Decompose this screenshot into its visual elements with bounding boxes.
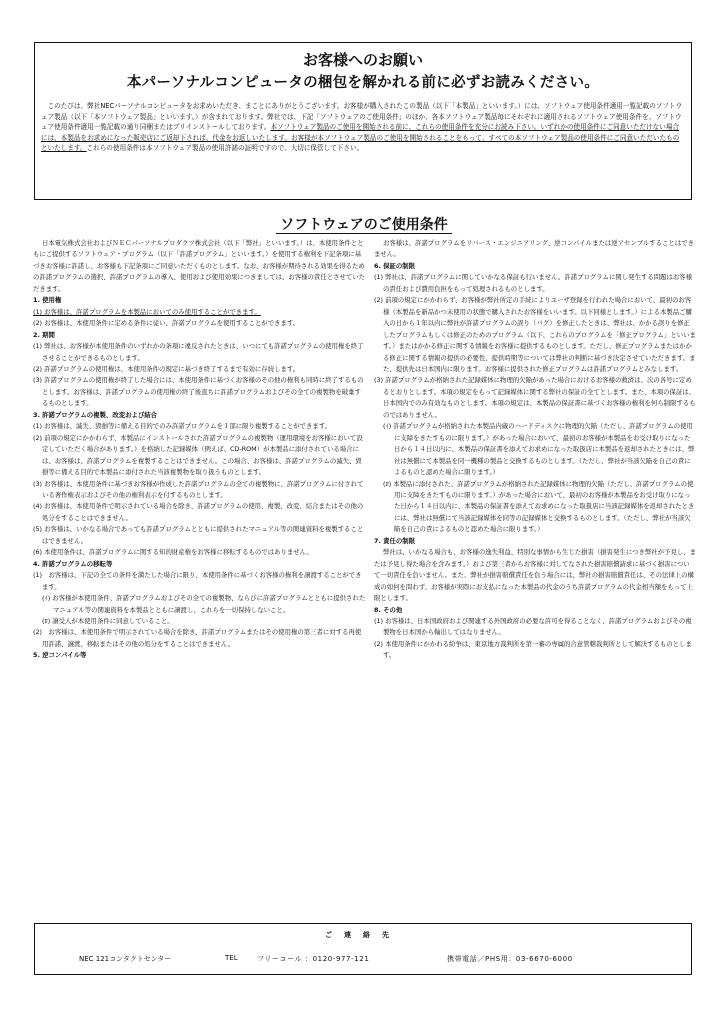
clause-paragraph: (ﾛ) 譲受人が本使用条件に同意していること。	[42, 616, 174, 625]
clause-heading: 1. 使用権	[33, 296, 62, 305]
terms-right-column	[374, 238, 696, 662]
contact-title: ご連絡先	[325, 931, 401, 939]
contact-freecall: フリーコール ：0120-977-121	[257, 955, 370, 963]
clause-paragraph: (ｲ) 許諾プログラムが格納された本製品内蔵のハードディスクに物理的欠陥（ただし、許諾プログラムの使用に支障をきたすものに限ります。）があった場合において、最初のお客様が本製品をお受け取りになった日から１４日以内に、本製品の保証書を添えてお求めになった取扱店に本製品を返却されたときには、弊社は無償にて本製品を同一機種の製品と交換するものとします。（ただし、弊社が当該欠陥を自己の責によるものと認めた場合に限ります。）	[383, 422, 695, 477]
clause-paragraph: (2) お客様は、本使用条件に定める条件に従い、許諾プログラムを使用することができます。	[33, 319, 300, 328]
clause-heading: 3. 許諾プログラムの複製、改変および結合	[33, 410, 158, 419]
terms-section-title	[0, 214, 728, 234]
clause-paragraph: (2) 許諾プログラムの使用権は、本使用条件の規定に基づき終了するまで有効に存続します。	[33, 364, 300, 373]
clause-paragraph: (2) 本使用条件にかかわる紛争は、東京地方裁判所を第一審の専属的合意管轄裁判所として解決するものとします。	[374, 639, 692, 660]
contact-box	[34, 923, 692, 975]
notice-body	[41, 101, 685, 154]
contact-center-name: NEC 121コンタクトセンター	[79, 955, 172, 963]
clause-paragraph: (5) お客様は、いかなる場合であっても許諾プログラムとともに提供されたマニュアル等の関連資料を複製することはできません。	[33, 525, 364, 545]
clause-underlined-text: (1) お客様は、許諾プログラムを本製品においてのみ使用することができます。	[33, 307, 261, 316]
clause-paragraph: (4) お客様は、本使用条件で明示されている場合を除き、許諾プログラムの使用、複製、改変、結合またはその他の処分をすることはできません。	[33, 502, 364, 522]
notice-body-underlined-2: お客様が本ソフトウェア製品のご使用を開始されることをもって、すべての本ソフトウェア製品の使用条件にご同意いただいたものといたします。	[41, 133, 680, 153]
clause-paragraph: (1) お客様は、下記の全ての条件を満たした場合に限り、本使用条件に基づくお客様の権利を譲渡することができます。	[33, 571, 362, 591]
clause-paragraph: (1) 弊社は、許諾プログラムに関していかなる保証も行いません。許諾プログラムに関し発生する問題はお客様の責任および費用負担をもって処理されるものとします。	[374, 273, 693, 293]
contact-mobile: 携帯電話／PHS用：03-6670-6000	[447, 955, 573, 963]
clause-paragraph: (6) 本使用条件は、許諾プログラムに関する知的財産権をお客様に移転するものではありません。	[33, 548, 313, 557]
clause-heading: 4. 許諾プログラムの移転等	[33, 559, 113, 568]
clause-heading: 2. 期間	[33, 330, 55, 339]
clause-paragraph: (ﾛ) 本製品に添付された、許諾プログラムが格納された記録媒体に物理的欠陥（ただし、許諾プログラムの使用に支障をきたすものに限ります。）があった場合において、最初のお客様が本製品をお受け取りになった日から１４日以内に、本製品の保証書を添えてお求めになった取扱店に当該記録媒体を返却されたときには、弊社は無償にて当該記録媒体を同等の記録媒体と交換するものとします。（ただし、弊社が当該欠陥を自己の責によるものと認めた場合に限ります。）	[383, 479, 695, 534]
notice-subtitle: 本パーソナルコンピュータの梱包を解かれる前に必ずお読みください。	[126, 75, 600, 91]
notice-body-tail: これらの使用条件は本ソフトウェア製品の使用許諾の証明ですので、大切に保管して下さい。	[86, 144, 364, 153]
clause-paragraph: (3) お客様は、本使用条件に基づきお客様が作成した許諾プログラムの全ての複製物に、許諾プログラムに付されている著作権表示およびその他の権利表示を付するものとします。	[33, 479, 364, 499]
clause-paragraph: (1) お客様は、日本国政府および関連する外国政府の必要な許可を得ることなく、許諾プログラムおよびその複製物を日本国から輸出してはなりません。	[374, 616, 692, 637]
terms-title-text: ソフトウェアのご使用条件	[276, 217, 451, 234]
clause-paragraph: (2) 前項の規定にかかわらず、本製品にインストールされた許諾プログラムの複製物（運用環境をお客様において設定していただく場合があります。）を格納した記録媒体（例えば、CD-ROM）が本製品に添付されている場合には、お客様は、許諾プログラムを複製することはできません。この場合、お客様は、許諾プログラムの滅失、毀損等に備える目的で本製品に添付された当該複製物を取り扱うものとします。	[33, 433, 363, 477]
clause-paragraph: (3) 許諾プログラムの使用権が終了した場合には、本使用条件に基づくお客様のその他の権利も同時に終了するものとします。お客様は、許諾プログラムの使用権の終了後直ちに許諾プログラムおよびその全ての複製物を破棄するものとします。	[33, 376, 364, 408]
clause-paragraph	[33, 307, 367, 318]
notice-title: お客様へのお願い	[302, 51, 423, 69]
clause-heading: 5. 逆コンパイル等	[33, 651, 87, 660]
clause-paragraph: (2) 前項の規定にかかわらず、お客様が弊社所定の手続によりユーザ登録を行われた場合において、最初のお客様（本製品を新品かつ未使用の状態で購入されたお客様をいいます。以下同様とします。）による本製品ご購入の日から１年以内に弊社が許諾プログラムの誤り（バグ）を修正したときは、弊社は、かかる誤りを修正したプログラムもしくは修正のためのプログラム（以下、これらのプログラムを「修正プログラム」といいます。）またはかかる修正に関する情報をお客様に提供するものとします。ただし、修正プログラムまたはかかる修正に関する情報の提供の必要性、提供時期等については弊社の判断に基づき決定させていただきます。また、提供先は日本国内に限ります。お客様に提供された修正プログラムは許諾プログラムとみなします。	[374, 296, 696, 373]
notice-box	[34, 42, 692, 200]
contact-tel-label: TEL	[225, 954, 238, 962]
clause-paragraph: (2) お客様は、本使用条件で明示されている場合を除き、許諾プログラムまたはその使用権の第三者に対する再使用許諾、譲渡、移転またはその他の処分をすることはできません。	[33, 628, 362, 648]
clause-paragraph: 日本電気株式会社およびＮＥＣパーソナルプロダクツ株式会社（以下「弊社」といいます。）は、本使用条件とともにご提供するソフトウェア・プログラム（以下「許諾プログラム」といいます。）を使用する権利を下記条項に基づきお客様に許諾し、お客様も下記条項にご同意いただくものとします。なお、お客様が期待される効果を得るための許諾プログラムの選択、許諾プログラムの導入、使用および使用効果につきましては、お客様の責任とさせていただきます。	[33, 239, 366, 293]
clause-heading: 8. その他	[374, 605, 403, 614]
notice-body-text: このたびは、弊社NECパーソナルコンピュータをお求めいただき、まことにありがとうございます。お客様が購入されたこの製品（以下「本製品」といいます。）には、ソフトウェア使用条件適用一覧記載のソフトウェア製品（以下「本ソフトウェア製品」といいます。）が含まれております。弊社では、下記「ソフトウェアのご使用条件」のほか、各本ソフトウェア製品毎にそれぞれに適用されるソフトウェア使用条件を、ソフトウェア使用条件適用一覧記載の通り同梱またはプリインストールしております。	[41, 102, 683, 132]
clause-paragraph: お客様は、許諾プログラムをリバース・エンジニアリング、逆コンパイルまたは逆アセンブルすることはできません。	[374, 239, 694, 259]
terms-left-column	[33, 238, 367, 662]
clause-heading: 7. 責任の制限	[374, 536, 416, 545]
clause-paragraph: (3) 許諾プログラムが格納された記録媒体に物理的欠陥があった場合におけるお客様の救済は、次の各号に定めるとおりとします。本項の規定をもって記録媒体に関する弊社の保証の全てとします。また、本項の保証は、日本国内でのみ有効なものとします。本項の規定は、本製品の保証書に基づくお客様の権利を何ら制限するものではありません。	[374, 376, 696, 419]
clause-paragraph: (ｲ) お客様が本使用条件、許諾プログラムおよびその全ての複製物、ならびに許諾プログラムとともに提供されたマニュアル等の関連資料を本製品とともに譲渡し、これらを一切保持しないこと。	[42, 594, 366, 614]
clause-heading: 6. 保証の制限	[374, 261, 416, 270]
notice-body-underlined-1: 本ソフトウェア製品のご使用を開始される前に、これらの使用条件を充分にお読み下さい。いずれかの使用条件にご同意いただけない場合には、本製品をお求めになった販売店にご返却下されば、代金をお返しいたします。	[41, 123, 680, 142]
clause-paragraph: (1) お客様は、滅失、毀損等に備える目的でのみ許諾プログラムを１部に限り複製することができます。	[33, 422, 332, 431]
clause-paragraph: 弊社は、いかなる場合も、お客様の逸失利益、特別な事情から生じた損害（損害発生につき弊社が予見し、または予見し得た場合を含みます。）および第三者からお客様に対してなされた損害賠償請求に基づく損害について一切責任を負いません。また、弊社が損害賠償責任を負う場合には、弊社の損害賠償責任は、その法律上の構成の如何を問わず、お客様が実際にお支払になった本製品の代金のうち許諾プログラムの代金相当額をもって上限とします。	[374, 548, 697, 603]
clause-paragraph: (1) 弊社は、お客様が本使用条件のいずれかの条項に違反されたときは、いつにても許諾プログラムの使用権を終了させることができるものとします。	[33, 342, 364, 362]
